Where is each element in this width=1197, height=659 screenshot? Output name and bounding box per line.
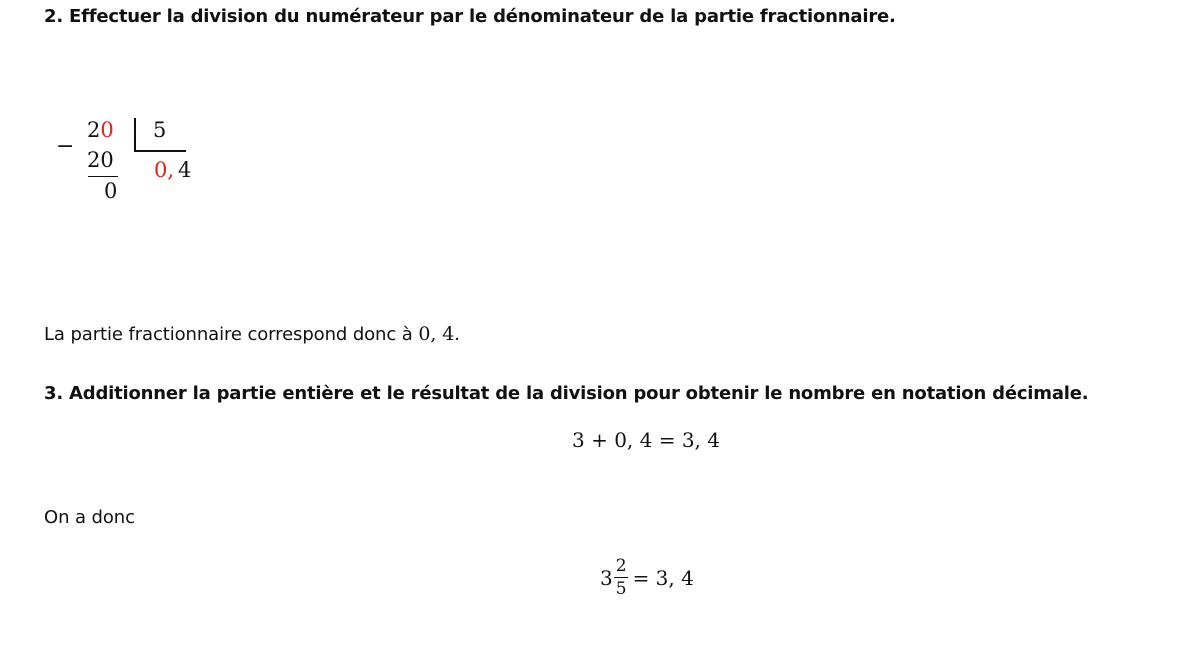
fraction-result-prefix: La partie fractionnaire correspond donc à xyxy=(44,324,419,345)
dividend-digit-1: 2 xyxy=(87,118,101,142)
conclusion-text: On a donc xyxy=(44,507,135,528)
fraction-result-suffix: . xyxy=(454,324,460,345)
quotient-integer-highlight: 0, xyxy=(154,158,175,182)
quotient-decimal: 4 xyxy=(178,158,192,182)
fraction-denominator: 5 xyxy=(615,579,627,600)
mixed-fraction xyxy=(614,555,629,600)
division-divisor: 5 xyxy=(153,118,167,142)
division-bracket-horizontal xyxy=(134,150,186,152)
fraction-result-text xyxy=(44,323,460,345)
mixed-rhs: = 3, 4 xyxy=(632,566,694,590)
division-minus-sign: − xyxy=(56,134,75,159)
long-division xyxy=(56,112,216,212)
sum-equation: 3 + 0, 4 = 3, 4 xyxy=(572,428,720,452)
division-remainder: 0 xyxy=(104,179,118,203)
division-subtrahend: 20 xyxy=(87,148,114,172)
division-dividend xyxy=(87,118,114,142)
fraction-result-value: 0, 4 xyxy=(418,323,455,345)
step-2-heading: 2. Effectuer la division du numérateur par le dénominateur de la partie fractionnaire. xyxy=(44,6,896,27)
dividend-digit-2-highlight: 0 xyxy=(100,118,114,142)
mixed-number-equation xyxy=(600,552,694,604)
step-3-heading: 3. Additionner la partie entière et le résultat de la division pour obtenir le nombre en notation décimale. xyxy=(44,383,1089,404)
mixed-whole: 3 xyxy=(600,566,613,590)
division-bracket-vertical xyxy=(134,118,136,152)
fraction-numerator: 2 xyxy=(615,555,627,576)
subtraction-line xyxy=(88,176,118,177)
division-quotient xyxy=(154,158,191,182)
